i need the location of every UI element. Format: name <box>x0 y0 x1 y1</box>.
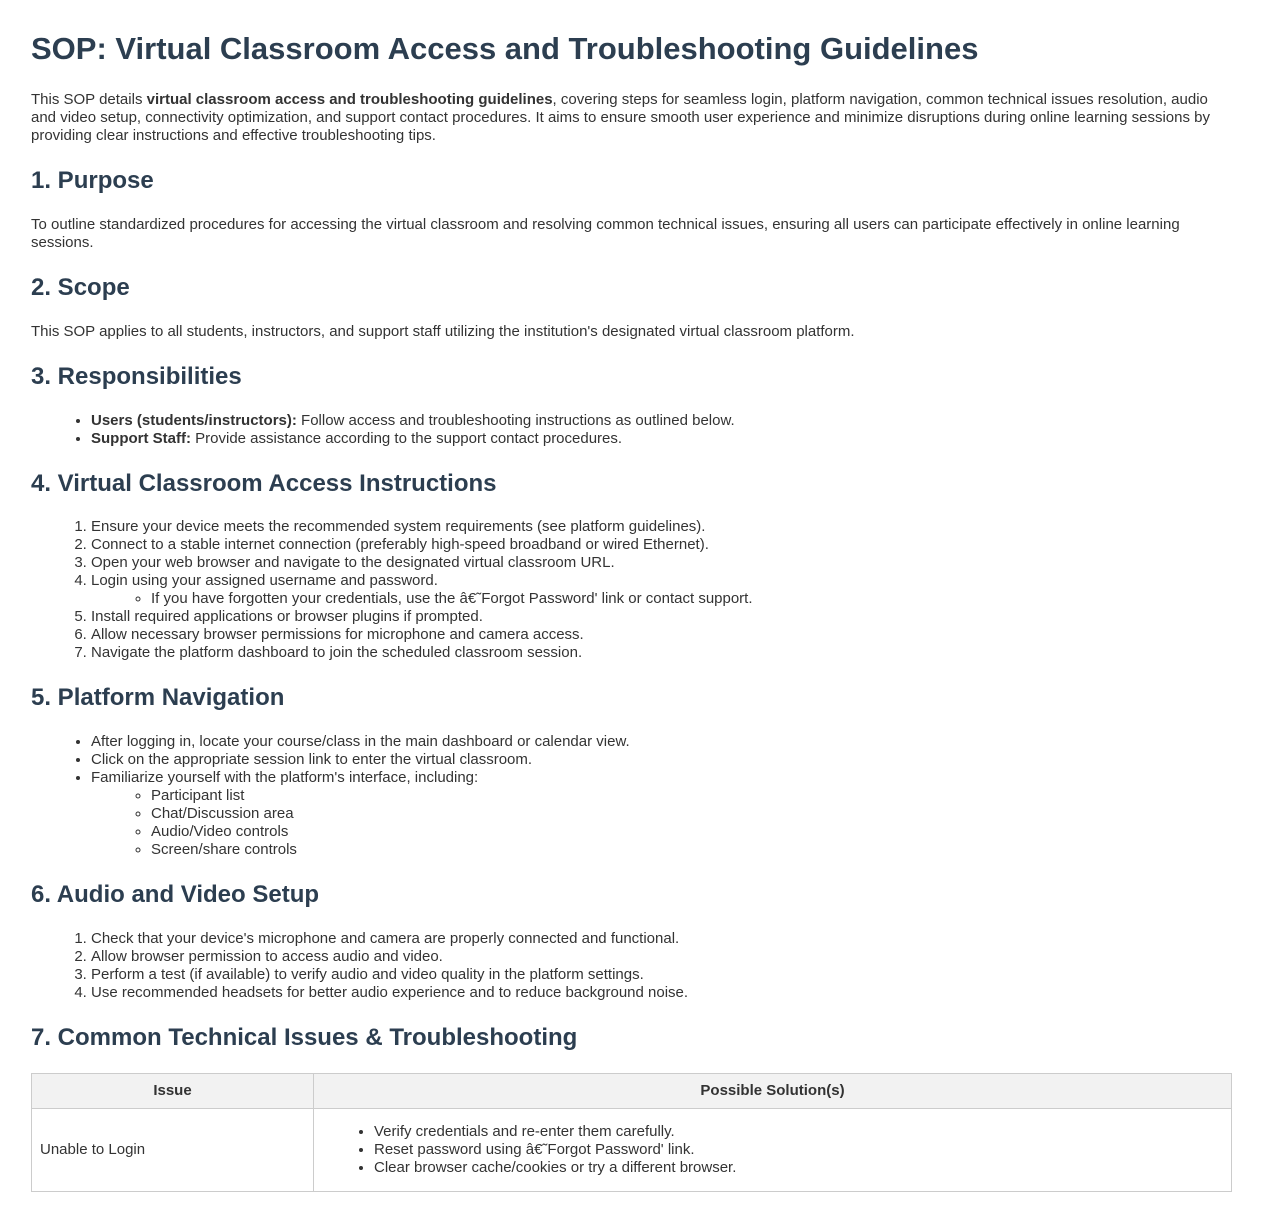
intro-text-pre: This SOP details <box>31 91 147 109</box>
section-heading: 2. Scope <box>31 273 130 301</box>
issue-cell: Unable to Login <box>32 1108 314 1191</box>
list-item <box>91 984 1232 1002</box>
list-item <box>91 518 1232 536</box>
sub-list-item: ◦ Participant list <box>151 787 1232 805</box>
list-item <box>91 608 1232 626</box>
sub-list-item: ◦ Chat/Discussion area <box>151 805 1232 823</box>
section-paragraph: To outline standardized procedures for accessing the virtual classroom and resolving common technical issues, ensuring all users can participate effectively in online learning sessions. <box>31 215 1180 251</box>
list-item-text: Ensure your device meets the recommended system requirements (see platform guidelines). <box>91 518 706 536</box>
list-item-text: Perform a test (if available) to verify audio and video quality in the platform settings. <box>91 965 644 983</box>
intro-bold-phrase: virtual classroom access and troubleshooting guidelines <box>146 91 553 109</box>
list-item <box>91 430 1232 448</box>
list-item <box>91 751 1232 769</box>
section-heading: 1. Purpose <box>31 167 154 195</box>
solution-item: • Verify credentials and re-enter them carefully. <box>374 1123 1223 1141</box>
list-item-text: Click on the appropriate session link to enter the virtual classroom. <box>91 751 533 769</box>
intro-paragraph <box>31 91 1232 145</box>
table-header-row <box>32 1073 1232 1108</box>
list-item-text: Navigate the platform dashboard to join the scheduled classroom session. <box>91 644 583 662</box>
page-title: SOP: Virtual Classroom Access and Troubleshooting Guidelines <box>31 31 979 66</box>
section-heading: 5. Platform Navigation <box>31 684 285 712</box>
list-item-text: Open your web browser and navigate to the designated virtual classroom URL. <box>91 554 615 572</box>
column-header: Issue <box>32 1073 314 1108</box>
list-item <box>91 769 1232 859</box>
solution-item: • Clear browser cache/cookies or try a different browser. <box>374 1159 1223 1177</box>
sub-list <box>91 590 1232 608</box>
solutions-list <box>322 1123 1223 1177</box>
section-heading: 3. Responsibilities <box>31 362 242 390</box>
sub-list-item: ◦ If you have forgotten your credentials, use the â€˜Forgot Password' link or contact support. <box>151 590 1232 608</box>
section-heading: 6. Audio and Video Setup <box>31 881 320 909</box>
sub-list-item: ◦ Audio/Video controls <box>151 823 1232 841</box>
list-item <box>91 948 1232 966</box>
sub-list-item: ◦ Screen/share controls <box>151 841 1232 859</box>
section-heading: 4. Virtual Classroom Access Instructions <box>31 469 497 497</box>
list-item-text: Install required applications or browser plugins if prompted. <box>91 608 483 626</box>
list-item <box>91 626 1232 644</box>
list-item-text: Login using your assigned username and password. <box>91 572 438 590</box>
column-header: Possible Solution(s) <box>314 1073 1232 1108</box>
list-item <box>91 733 1232 751</box>
section-list <box>31 733 1232 859</box>
list-item-text: Provide assistance according to the support contact procedures. <box>190 429 623 447</box>
list-item <box>91 536 1232 554</box>
list-item-text: Allow browser permission to access audio and video. <box>91 947 443 965</box>
list-item-bold: Users (students/instructors): <box>91 411 297 429</box>
sub-list <box>91 787 1232 859</box>
issues-table <box>31 1073 1232 1192</box>
list-item-bold: Support Staff: <box>91 429 191 447</box>
section-list <box>31 518 1232 662</box>
list-item <box>91 644 1232 662</box>
intro-text-post: , covering steps for seamless login, platform navigation, common technical issues resolution, audio and video setup, connectivity optimization, and support contact procedures. It aims to ensure smooth user experience and minimize disruptions during online learning sessions by providing clear instructions and effective troubleshooting tips. <box>31 91 1210 145</box>
solution-item: • Reset password using â€˜Forgot Password' link. <box>374 1141 1223 1159</box>
section-list <box>31 930 1232 1002</box>
sections-container <box>31 167 1232 1192</box>
list-item-text: Connect to a stable internet connection (preferably high-speed broadband or wired Ethernet). <box>91 536 709 554</box>
section-list <box>31 412 1232 448</box>
section-heading: 7. Common Technical Issues & Troubleshooting <box>31 1023 578 1051</box>
list-item-text: After logging in, locate your course/class in the main dashboard or calendar view. <box>91 733 630 751</box>
list-item-text: Allow necessary browser permissions for microphone and camera access. <box>91 626 584 644</box>
list-item <box>91 412 1232 430</box>
section-paragraph: This SOP applies to all students, instructors, and support staff utilizing the institution's designated virtual classroom platform. <box>31 322 855 340</box>
solutions-cell <box>314 1108 1232 1191</box>
list-item <box>91 966 1232 984</box>
list-item <box>91 554 1232 572</box>
list-item <box>91 572 1232 608</box>
list-item-text: Use recommended headsets for better audio experience and to reduce background noise. <box>91 983 689 1001</box>
list-item-text: Follow access and troubleshooting instructions as outlined below. <box>296 411 735 429</box>
list-item <box>91 930 1232 948</box>
list-item-text: Familiarize yourself with the platform's interface, including: <box>91 769 479 787</box>
sop-document <box>31 30 1232 1192</box>
list-item-text: Check that your device's microphone and camera are properly connected and functional. <box>91 929 680 947</box>
table-row <box>32 1108 1232 1191</box>
